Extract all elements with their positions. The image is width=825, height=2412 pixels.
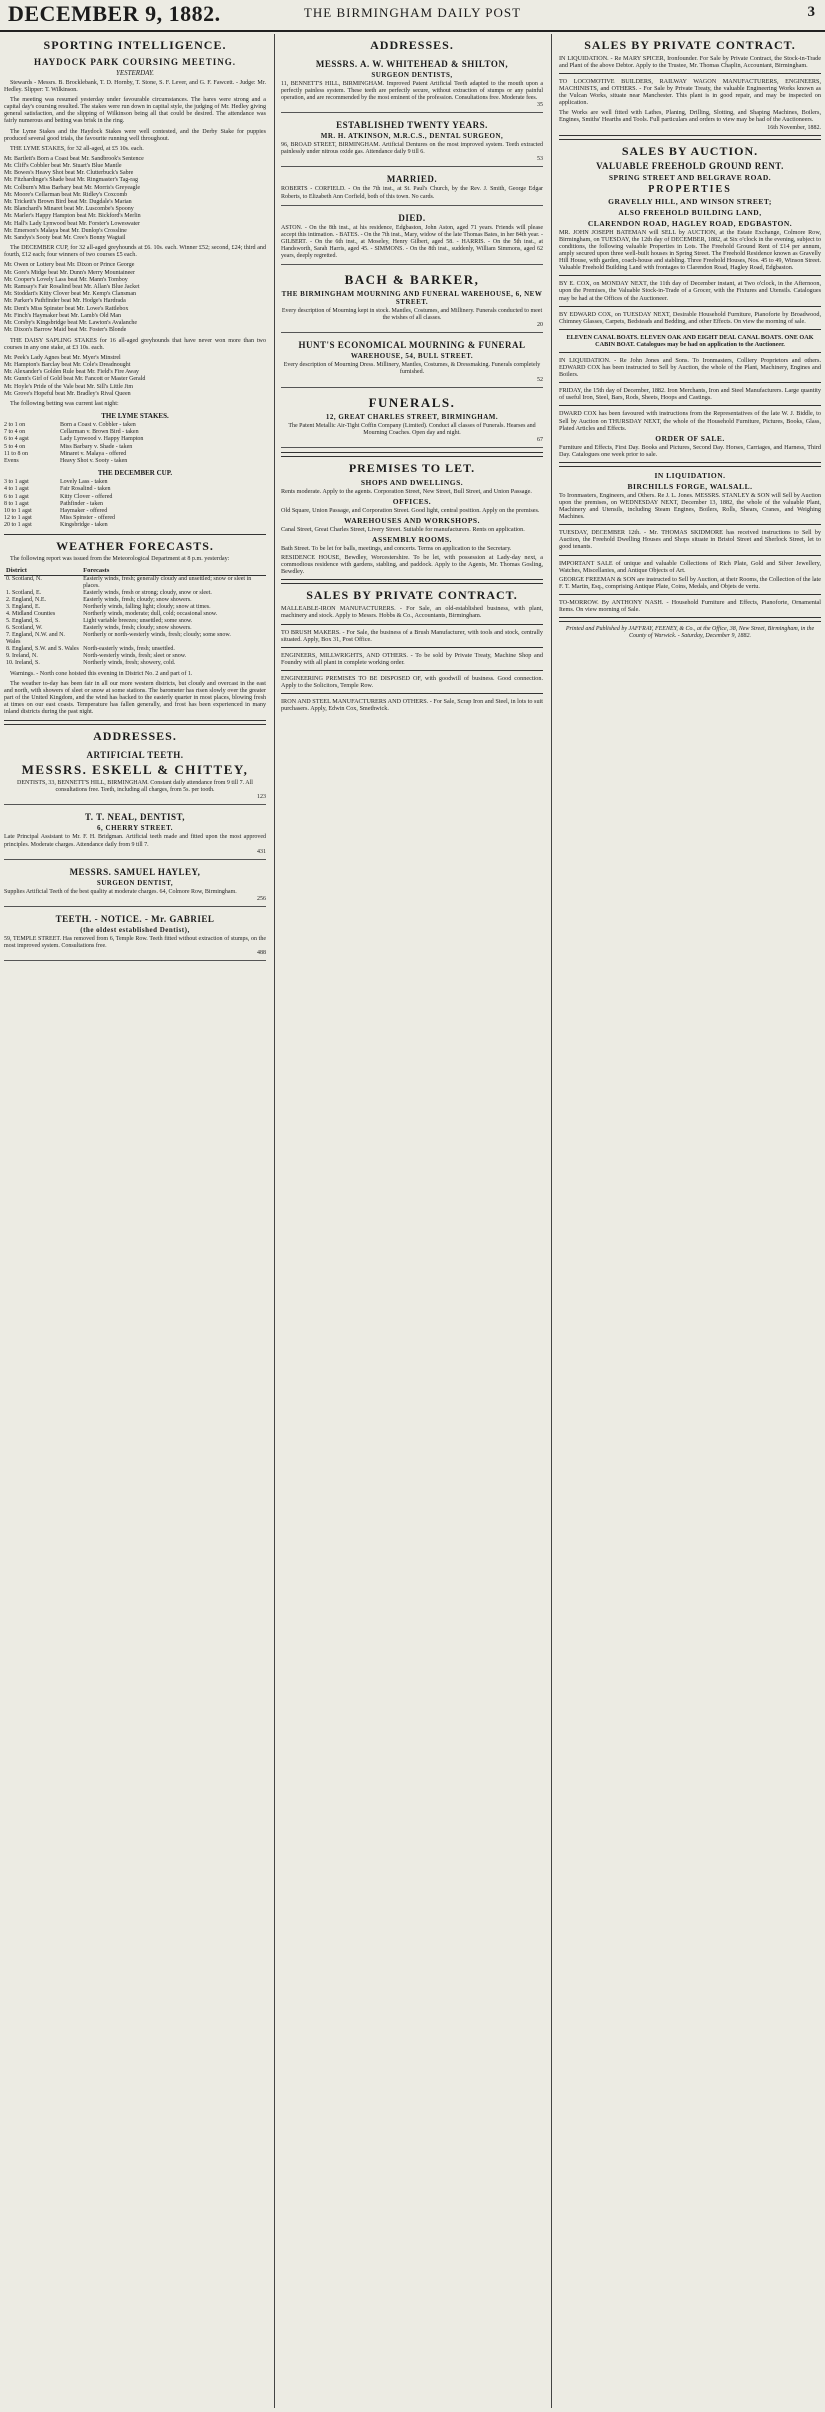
runner-cell: Lovely Lass - taken: [60, 479, 108, 486]
list-item: Mr. Parker's Pathfinder beat Mr. Hodge's Hardrada: [4, 298, 126, 305]
list-item: Mr. Cliff's Cobbler beat Mr. Stuart's Blue Mantle: [4, 163, 122, 170]
odds-cell: 7 to 4 on: [4, 429, 26, 436]
list-item: Mr. Cooper's Lovely Lass beat Mr. Mann's Tomboy: [4, 276, 128, 283]
divider: [281, 452, 543, 457]
ad-body: 11, BENNETT'S HILL, BIRMINGHAM. Improved Patent Artificial Teeth adapted to the mouth upon a perfectly painless system. These teeth are perfectly secure, without extraction of stumps or any painful operation, and are recommended by the most eminent of the profession. Consultations free. Moderate fees.: [281, 81, 543, 102]
premises-title: ASSEMBLY ROOMS.: [372, 534, 452, 544]
betting-heading-december: THE DECEMBER CUP.: [97, 469, 173, 478]
auction-notice: IN LIQUIDATION. - Re John Jones and Sons. To Ironmasters, Colliery Proprietors and others. EDWARD COX has been instructed to Sell by Auction, the whole of the Plant, Machinery, Engines and Boilers.: [559, 356, 821, 379]
forecast-cell: Northerly winds, fresh; showery, cold.: [83, 659, 176, 666]
runner-cell: Lady Lynwood v. Happy Hampton: [60, 436, 144, 443]
december-cup-title: The DECEMBER CUP, for 32 all-aged greyhounds at £6. 10s. each. Winner £52; second, £24; third and fourth, £12 each; four winners of two courses £5 each.: [4, 245, 266, 259]
premises-heading: PREMISES TO LET.: [348, 460, 476, 475]
runner-cell: Kitty Clover - offered: [60, 493, 113, 500]
district-cell: 9. Ireland, N.: [6, 652, 38, 659]
premises-title: SHOPS AND DWELLINGS.: [360, 477, 464, 487]
odds-cell: 3 to 1 agst: [4, 479, 29, 486]
divider: [281, 647, 543, 648]
district-cell: 6. Scotland, W.: [6, 624, 43, 631]
odds-cell: 2 to 1 on: [4, 422, 26, 428]
auction-notice: ELEVEN CANAL BOATS. ELEVEN OAK AND EIGHT DEAL CANAL BOATS. ONE OAK CABIN BOAT. Catalogues may be had on application to the Auctioneer.: [566, 333, 814, 348]
ad-subtitle: 12, GREAT CHARLES STREET, BIRMINGHAM.: [325, 412, 499, 421]
printer-imprint: Printed and Published by JAFFRAY, FEENEY, & Co., at the Office, 38, New Street, Birmingham, in the County of Warwick. - Saturday, December 9, 1882.: [565, 626, 815, 640]
section-heading-auction: SALES BY AUCTION.: [621, 143, 759, 158]
ad-number: 52: [537, 376, 543, 383]
list-item: Mr. Ramsay's Fair Rosalind beat Mr. Allan's Blue Jacket: [4, 284, 140, 291]
list-item: Mr. Bartlett's Born a Coast beat Mr. Sandbrook's Sentence: [4, 155, 144, 162]
list-item: Mr. Finch's Haymaker beat Mr. Lamb's Old Man: [4, 312, 121, 319]
list-item: Mr. Blanchard's Minaret beat Mr. Luscombe's Spoony: [4, 206, 134, 213]
divider: [281, 579, 543, 584]
ad-body: Every description of Mourning kept in stock. Mantles, Costumes, and Millinery. Funerals conducted to meet the wishes of all classes.: [281, 308, 543, 322]
list-item: Mr. Marler's Happy Hampton beat Mr. Bickford's Merlin: [4, 213, 141, 220]
runner-cell: Cellarman v. Brown Bird - taken: [60, 429, 139, 436]
ad-title: TEETH. - NOTICE. - Mr. GABRIEL: [55, 913, 215, 924]
auction-location: ALSO FREEHOLD BUILDING LAND,: [618, 207, 762, 217]
auction-notice: TO-MORROW. By ANTHONY NASH. - Household Furniture and Effects, Pianoforte, Ornamental Items. On view morning of Sale.: [559, 598, 821, 614]
odds-cell: 11 to 8 on: [4, 450, 28, 457]
order-of-sale-heading: ORDER OF SALE.: [655, 433, 725, 443]
ad-body: Every description of Mourning Dress. Millinery, Mantles, Costumes, & Dressmaking. Funerals completely furnished.: [283, 362, 541, 376]
haydock-heading: HAYDOCK PARK COURSING MEETING.: [33, 57, 236, 67]
divider: [559, 555, 821, 556]
divider: [4, 534, 266, 535]
list-item: Mr. Bowes's Heavy Shot beat Mr. Clutterbuck's Sabre: [4, 170, 134, 177]
weather-intro: The following report was issued from the Meteorological Department at 8 p.m. yesterday:: [10, 555, 230, 562]
odds-cell: 4 to 1 agst: [4, 486, 29, 493]
runner-cell: Miss Barbary v. Shade - taken: [60, 443, 133, 450]
sale-notice: MALLEABLE-IRON MANUFACTURERS. - For Sale, an old-established business, with plant, machinery and stock. Apply to Messrs. Hobbs & Co., Accountants, Birmingham.: [281, 605, 543, 620]
ad-number: 488: [257, 949, 266, 956]
issue-date: DECEMBER 9, 1882.: [8, 1, 221, 26]
list-item: Mr. Hall's Lady Lynwood beat Mr. Forster's Loweswater: [4, 220, 140, 227]
divider: [559, 594, 821, 595]
forecast-cell: Easterly winds, fresh or strong; cloudy, snow or sleet.: [83, 589, 212, 596]
ad-subtitle: SURGEON DENTISTS,: [371, 71, 453, 79]
odds-cell: 5 to 4 on: [4, 443, 26, 450]
addresses-heading: ADDRESSES.: [93, 729, 177, 744]
divider: [281, 693, 543, 694]
betting-heading-lyme: THE LYME STAKES.: [101, 412, 169, 420]
ad-subtitle: MR. H. ATKINSON, M.R.C.S., DENTAL SURGEON,: [320, 132, 504, 141]
ad-title: ESTABLISHED TWENTY YEARS.: [336, 120, 488, 131]
list-item: Mr. Hoyle's Pride of the Vale beat Mr. Sill's Little Jim: [4, 383, 134, 390]
premises-body: Canal Street, Great Charles Street, Livery Street. Suitable for manufacturers. Rents on application.: [281, 525, 525, 533]
ad-body: DENTISTS, 33, BENNETT'S HILL, BIRMINGHAM. Constant daily attendance from 9 till 7. All consultations free. Teeth, including all charges, from 5s. per tooth.: [17, 780, 253, 794]
divider: [559, 462, 821, 467]
table-row: [4, 604, 266, 611]
ad-title: HUNT'S ECONOMICAL MOURNING & FUNERAL: [298, 340, 526, 351]
advertisement: [4, 746, 266, 805]
auction-notice: FRIDAY, the 15th day of December, 1882. Iron Merchants, Iron and Steel Manufacturers. Large quantity of useful Iron, Steel, Bars, Rods, Sheets, Hoops and Castings.: [559, 387, 821, 402]
auction-title-2: PROPERTIES: [648, 183, 732, 195]
advertisement: [281, 268, 543, 333]
table-header-row: [4, 566, 266, 576]
ad-title: MESSRS. SAMUEL HAYLEY,: [69, 866, 201, 877]
weather-heading: WEATHER FORECASTS.: [56, 538, 214, 553]
list-item: Mr. Sandys's Sooty beat Mr. Cree's Bonny Wagtail: [4, 235, 126, 242]
advertisement: [4, 910, 266, 961]
auction-body: MR. JOHN JOSEPH BATEMAN will SELL by AUCTION, at the Estate Exchange, Colmore Row, Birmingham, on TUESDAY, the 12th day of DECEMBER, 1882, at Six o'clock in the evening, subject to conditions, the following valuable Properties in Lots. The Freehold Ground Rent of £14 per annum, amply secured upon three well-built houses in Spring Street. The Freehold Residence known as Gravelly Hill House, with garden, coach-house and stabling. Three Freehold Houses, Nos. 45 to 49, Winson Street. Valuable Freehold Building Land with frontages to Clarendon Road, Hagley Road, Edgbaston.: [559, 228, 821, 272]
ad-body: 59, TEMPLE STREET. Has removed from 6, Temple Row. Teeth fitted without extraction of stumps, on the most improved system. Consultations free.: [4, 935, 266, 949]
advertisement: [281, 336, 543, 387]
ad-title: ARTIFICIAL TEETH.: [86, 750, 184, 761]
divider: [281, 670, 543, 671]
sale-notice: ENGINEERS, MILLWRIGHTS, AND OTHERS. - To be sold by Private Treaty, Machine Shop and Foundry with all plant in complete working order.: [281, 651, 543, 666]
list-item: Mr. Hampton's Barclay beat Mr. Cole's Dreadnought: [4, 361, 131, 368]
list-item: Mr. Gunn's Girl of Gold beat Mr. Fancott or Master Gerald: [4, 376, 146, 383]
table-row: [4, 611, 266, 618]
list-item: Mr. Emerson's Malaya beat Mr. Dunlop's Crossline: [4, 227, 127, 234]
table-row: [4, 632, 266, 646]
district-cell: 2. England, N.E.: [6, 596, 46, 603]
table-row: [4, 575, 266, 590]
premises-body: Bath Street. To be let for balls, meetings, and concerts. Terms on application to the Secretary.: [281, 544, 512, 552]
lyme-stakes-title: THE LYME STAKES, for 32 all-aged, at £5 10s. each.: [10, 145, 144, 152]
premises-body: Old Square, Union Passage, and Corporation Street. Good light, central position. Apply on the premises.: [281, 506, 540, 514]
runner-cell: Pathfinder - taken: [60, 500, 103, 507]
list-item: Mr. Trickett's Brown Bird beat Mr. Dugdale's Marian: [4, 199, 132, 206]
ad-body: Late Principal Assistant to Mr. F. H. Bridgman. Artificial teeth made and fitted upon the most approved principles. Moderate charges. Attendance daily from 9 till 7.: [4, 834, 266, 848]
table-row: [4, 625, 266, 632]
ad-subtitle: SURGEON DENTIST,: [96, 878, 174, 887]
district-cell: 4. Midland Counties: [6, 610, 56, 617]
weather-paragraph: The weather to-day has been fair in all our more western districts, but cloudy and overcast in the east and north, with showers of sleet or snow at some stations. The barometer has risen slowly over the greater part of the United Kingdom, and the wind has backed to the easterly quarter in most places, blowing fresh at times on our east coasts. Temperature has fallen generally, and frost has been experienced in many inland districts during the past night.: [4, 680, 266, 716]
odds-cell: 10 to 1 agst: [4, 508, 32, 515]
runner-cell: Miss Spinster - offered: [60, 515, 116, 522]
district-cell: 5. England, S.: [6, 617, 40, 624]
table-row: [4, 597, 266, 604]
announcement-died: [281, 209, 543, 265]
sapling-stakes-title: THE DAISY SAPLING STAKES for 16 all-aged greyhounds that have never won more than two courses in any one stake, at £3 10s. each.: [4, 337, 266, 351]
divider: [559, 352, 821, 353]
list-item: Mr. Gore's Midge beat Mr. Dunn's Merry Mountaineer: [4, 269, 135, 276]
list-item: Mr. Dent's Miss Spinster beat Mr. Lowe's Rattlebox: [4, 305, 129, 312]
auction-notice: BY EDWARD COX, on TUESDAY NEXT, Desirable Household Furniture, Pianoforte by Broadwood, Chimney Glasses, Carpets, Bedsteads and Bedding, and other Effects. On view the morning of sale.: [559, 310, 821, 325]
list-item: Mr. Colburn's Miss Barbary beat Mr. Morris's Greyeagle: [4, 184, 140, 191]
ad-title: MARRIED.: [386, 174, 438, 185]
sale-notice: IRON AND STEEL MANUFACTURERS AND OTHERS. - For Sale, Scrap Iron and Steel, in lots to suit purchasers. Apply, Edwin Cox, Smethwick.: [281, 698, 543, 713]
ad-subtitle: (the oldest established Dentist),: [80, 925, 190, 934]
forecast-cell: Northerly winds, moderate; dull, cold; occasional snow.: [83, 610, 218, 617]
odds-cell: Evens: [4, 458, 19, 465]
day-label: YESTERDAY.: [115, 69, 155, 77]
ad-body: ASTON. - On the 8th inst., at his residence, Edgbaston, John Aston, aged 71 years. Friends will please accept this intimation. - BATES. - On the 7th inst., Mary, widow of the late Thomas Bates, in her 84th year. - GILBERT. - On the 6th inst., at Moseley, Henry Gilbert, aged 58. - HARRIS. - On the 5th inst., at Handsworth, Sarah Harris, aged 45. - SIMMONS. - On the 8th inst., suddenly, William Simmons, aged 62 years, deeply regretted.: [281, 224, 543, 260]
district-cell: 10. Ireland, S.: [6, 659, 40, 666]
betting-table-december: [4, 479, 266, 529]
auction-notice: BY E. COX, on MONDAY NEXT, the 11th day of December instant, at Two o'clock, in the Afternoon, upon the Premises, the Valuable Stock-in-Trade of a Grocer, with the Fixtures and Utensils. Catalogues may be had at the Offices of the Auctioneer.: [559, 280, 821, 302]
table-row: [4, 590, 266, 597]
runner-cell: Born a Coast v. Cobbler - taken: [60, 422, 136, 428]
ad-subtitle: MESSRS. ESKELL & CHITTEY,: [21, 762, 249, 778]
ad-title: FUNERALS.: [368, 394, 456, 410]
ad-number: 256: [257, 895, 266, 902]
masthead: [0, 0, 825, 32]
divider: [559, 405, 821, 406]
residence-notice: RESIDENCE HOUSE, Bewdley, Worcestershire. To be let, with possession at Lady-day next, a commodious residence with gardens, stabling, and paddock. Apply to the Agents, Mr. Thomas Gosling, Bewdley.: [281, 554, 543, 576]
forecast-cell: North-easterly winds, fresh; unsettled.: [83, 645, 175, 652]
district-cell: 8. England, S.W. and S. Wales: [6, 645, 79, 652]
column-sporting: [4, 34, 266, 2408]
forecast-cell: Northerly or north-westerly winds, fresh; cloudy; some snow.: [83, 631, 231, 638]
auction-subtitle: SPRING STREET AND BELGRAVE ROAD.: [608, 172, 772, 182]
odds-cell: 6 to 4 agst: [4, 436, 29, 443]
ad-subtitle: THE BIRMINGHAM MOURNING AND FUNERAL WAREHOUSE, 6, NEW STREET.: [281, 290, 543, 307]
list-item: Mr. Peek's Lady Agnes beat Mr. Myer's Minstrel: [4, 354, 121, 361]
column-rule-2: [551, 34, 552, 2408]
table-header-district: District: [4, 566, 81, 576]
advertisement: [4, 808, 266, 859]
forecast-cell: Easterly winds, fresh; cloudy; snow showers.: [83, 596, 192, 603]
auction-notice: TUESDAY, DECEMBER 12th. - Mr. THOMAS SKIDMORE has received instructions to Sell by Auction, the Freehold Dwelling Houses and Shops situate in Bristol Street and Sherlock Street, let to good tenants.: [559, 529, 821, 551]
newspaper-title: THE BIRMINGHAM DAILY POST: [303, 5, 522, 20]
table-row: [4, 618, 266, 625]
advertisement: [281, 391, 543, 448]
auction-location: CLARENDON ROAD, HAGLEY ROAD, EDGBASTON.: [587, 218, 793, 228]
divider: [559, 275, 821, 276]
ad-body: The Patent Metallic Air-Tight Coffin Company (Limited). Conduct all classes of Funerals. Hearses and Mourning Coaches. Open day and night.: [288, 422, 536, 436]
auction-notice: DWARD COX has been favoured with instructions from the Representatives of the late W. J. Biddle, to Sell by Auction on THURSDAY NEXT, the whole of the Household Furniture, Pictures, Books, Glass, Plated Articles and Effects.: [559, 410, 821, 432]
sale-notice: IN LIQUIDATION. - Re MARY SPICER, Ironfounder. For Sale by Private Contract, the Stock-in-Trade and Plant of the above Debtor. Apply to the Trustee, Mr. Thomas Chaplin, Accountant, Birmingham.: [559, 55, 821, 70]
premises-title: WAREHOUSES AND WORKSHOPS.: [344, 515, 480, 525]
auction-notice: GEORGE FREEMAN & SON are instructed to Sell by Auction, at their Rooms, the Collection of the late F. T. Martin, Esq., comprising Antique Plate, Coins, Medals, and Objets de vertu.: [559, 575, 821, 590]
divider: [4, 720, 266, 725]
column-rule-1: [274, 34, 275, 2408]
liquidation-body: To Ironmasters, Engineers, and Others. Re J. L. Jones. MESSRS. STANLEY & SON will Sell by Auction upon the premises, on WEDNESDAY NEXT, December 13, 1882, the whole of the valuable Plant, Machinery and Utensils, including Steam Engines, Boilers, Rolls, Shears, Cranes, and Weighing Machines.: [559, 491, 821, 521]
odds-cell: 12 to 1 agst: [4, 515, 32, 522]
advertisement: [281, 55, 543, 113]
divider: [559, 306, 821, 307]
private-contract-heading: SALES BY PRIVATE CONTRACT.: [306, 588, 518, 603]
sale-notice: TO BRUSH MAKERS. - For Sale, the business of a Brush Manufacturer, with tools and stock, centrally situated. Apply, Box 31, Post Office.: [281, 628, 543, 643]
divider: [559, 73, 821, 74]
divider: [559, 524, 821, 525]
ad-number: 67: [537, 436, 543, 443]
runner-cell: Heavy Shot v. Sooty - taken: [60, 458, 128, 465]
auction-title: VALUABLE FREEHOLD GROUND RENT.: [596, 160, 784, 171]
section-heading-sales-private: SALES BY PRIVATE CONTRACT.: [584, 38, 796, 52]
runner-cell: Kingsbridge - taken: [60, 522, 108, 529]
odds-cell: 8 to 1 agst: [4, 500, 29, 507]
announcement-married: [281, 170, 543, 205]
district-cell: 3. England, E.: [6, 603, 41, 610]
column-sales: [559, 34, 821, 2408]
divider: [559, 135, 821, 140]
runner-cell: Minaret v. Malaya - offered: [60, 450, 127, 457]
runner-cell: Fair Rosalind - taken: [60, 486, 111, 493]
ad-number: 431: [257, 848, 266, 855]
auction-notice: IMPORTANT SALE of unique and valuable Collections of Rich Plate, Gold and Silver Jewellery, Watches, Miscellanies, and Antique Objects of Art.: [559, 559, 821, 574]
weather-warning: Warnings. - North cone hoisted this evening in District No. 2 and part of 1.: [10, 670, 193, 677]
runner-cell: Haymaker - offered: [60, 508, 108, 515]
report-paragraph-2: The Lyme Stakes and the Haydock Stakes were well contested, and the Derby Stake for puppies produced several good trials, the favourite running well throughout.: [4, 128, 266, 142]
ad-number: 53: [537, 156, 543, 163]
ad-subtitle: WAREHOUSE, 54, BULL STREET.: [350, 352, 474, 361]
odds-cell: 6 to 1 agst: [4, 493, 29, 500]
ad-body: Supplies Artificial Teeth of the best quality at moderate charges. 64, Colmore Row, Birmingham.: [4, 888, 237, 895]
liquidation-heading: IN LIQUIDATION.: [654, 470, 726, 480]
table-header-forecast: Forecasts: [81, 566, 266, 576]
list-item: Mr. Alexander's Golden Rule beat Mr. Field's Fire Away: [4, 369, 139, 376]
list-item: Mr. Corsby's Kingsbridge beat Mr. Lawton's Avalanche: [4, 320, 138, 327]
divider: [559, 617, 821, 622]
list-item: Mr. Stoddart's Kitty Clover beat Mr. Kemp's Clansman: [4, 291, 136, 298]
ad-title: T. T. NEAL, DENTIST,: [84, 812, 186, 823]
ad-title: DIED.: [398, 212, 426, 223]
list-item: Mr. Grove's Hopeful beat Mr. Bradley's Rival Queen: [4, 390, 131, 397]
sapling-results-list: [4, 355, 266, 398]
divider: [559, 382, 821, 383]
column-addresses: [281, 34, 543, 2408]
forecast-cell: Easterly winds, fresh; generally cloudy and unsettled; snow or sleet in places.: [83, 575, 252, 589]
table-row: [4, 646, 266, 653]
district-cell: 0. Scotland, N.: [6, 575, 42, 582]
table-row: [4, 660, 266, 667]
lyme-results-list: [4, 156, 266, 242]
liquidation-subheading: BIRCHILLS FORGE, WALSALL.: [627, 481, 753, 491]
page-number: 3: [807, 4, 815, 20]
ad-number: 123: [257, 794, 266, 801]
ad-number: 35: [537, 102, 543, 109]
ad-body: 96, BROAD STREET, BIRMINGHAM. Artificial Dentures on the most improved system. Teeth extracted painlessly under nitrous oxide gas. Attendance daily 9 till 6.: [281, 142, 543, 156]
premises-title: OFFICES.: [392, 496, 432, 506]
report-paragraph-1: The meeting was resumed yesterday under favourable circumstances. The hares were strong and a capital day's coursing resulted. The stakes were run down in capital style, the judging of Mr. Hedley giving general satisfaction, and the slipping of Wilkinson being all that could be desired. The attendance was fairly numerous and betting was brisk in the ring.: [4, 97, 266, 125]
forecast-cell: Easterly winds, fresh; cloudy; snow showers.: [83, 624, 192, 631]
premises-body: Rents moderate. Apply to the agents. Corporation Street, New Street, Bull Street, and Union Passage.: [281, 487, 532, 495]
sale-notice: ENGINEERING PREMISES TO BE DISPOSED OF, with goodwill of business. Good connection. Apply to the Solicitors, Temple Row.: [281, 674, 543, 689]
section-heading-sporting: SPORTING INTELLIGENCE.: [43, 38, 227, 52]
list-item: Mr. Moore's Cellarman beat Mr. Ridley's Coxcomb: [4, 191, 128, 198]
officials-text: Stewards - Messrs. B. Brocklebank, T. D. Hornby, T. Stone, S. F. Lever, and G. F. Fawcett. - Judge: Mr. Hedley. Slipper: T. Wilkinson.: [4, 80, 266, 94]
advertisement: [4, 863, 266, 907]
betting-note: The following betting was current last night:: [10, 400, 119, 407]
ad-title: BACH & BARKER,: [344, 272, 480, 288]
order-of-sale-body: Furniture and Effects, First Day. Books and Pictures, Second Day. Horses, Carriages, and Harness, Third Day. Catalogues one week prior to sale.: [559, 443, 821, 458]
list-item: Mr. Owen or Lottery beat Mr. Dixon or Prince George: [4, 262, 135, 269]
ad-subtitle: 6, CHERRY STREET.: [97, 824, 173, 833]
forecast-cell: North-westerly winds, fresh; sleet or snow.: [83, 652, 187, 659]
odds-cell: 20 to 1 agst: [4, 522, 32, 529]
table-row: [4, 653, 266, 660]
ad-body: ROBERTS - CORFIELD. - On the 7th inst., at St. Paul's Church, by the Rev. J. Smith, George Edgar Roberts, to Elizabeth Ann Corfield, both of this town. No cards.: [281, 186, 543, 200]
divider: [559, 329, 821, 330]
weather-table: [4, 566, 266, 667]
district-cell: 7. England, N.W. and N. Wales: [6, 631, 65, 645]
sale-notice: The Works are well fitted with Lathes, Planing, Drilling, Slotting, and Shaping Machines, Boilers, Engines, Smiths' Hearths and Tools. Full particulars and orders to view may be had of the Auctioneers.: [559, 108, 821, 123]
forecast-cell: Northerly winds, falling light; cloudy; snow at times.: [83, 603, 211, 610]
list-item: Mr. Fitzhardinge's Shade beat Mr. Ringmaster's Tag-rag: [4, 177, 138, 184]
district-cell: 1. Scotland, E.: [6, 589, 42, 596]
notice-date: 16th November, 1882.: [767, 124, 821, 131]
ad-number: 20: [537, 322, 543, 329]
divider: [281, 624, 543, 625]
ad-title: MESSRS. A. W. WHITEHEAD & SHILTON,: [315, 59, 509, 69]
betting-table-lyme: [4, 422, 266, 465]
auction-location: GRAVELLY HILL, AND WINSON STREET;: [608, 196, 772, 206]
december-results-list: [4, 262, 266, 334]
advertisement: [281, 116, 543, 167]
sale-notice: TO LOCOMOTIVE BUILDERS, RAILWAY WAGON MANUFACTURERS, ENGINEERS, MACHINISTS, and OTHERS. - For Sale by Private Treaty, the valuable Engineering Works known as the Vulcan Works, situate near Manchester. This plant is in good repair, and may be inspected on application.: [559, 78, 821, 107]
forecast-cell: Light variable breezes; unsettled; some snow.: [83, 617, 193, 624]
list-item: Mr. Dixon's Barrow Maid beat Mr. Foster's Blonde: [4, 327, 127, 334]
section-heading-addresses: ADDRESSES.: [370, 38, 454, 52]
